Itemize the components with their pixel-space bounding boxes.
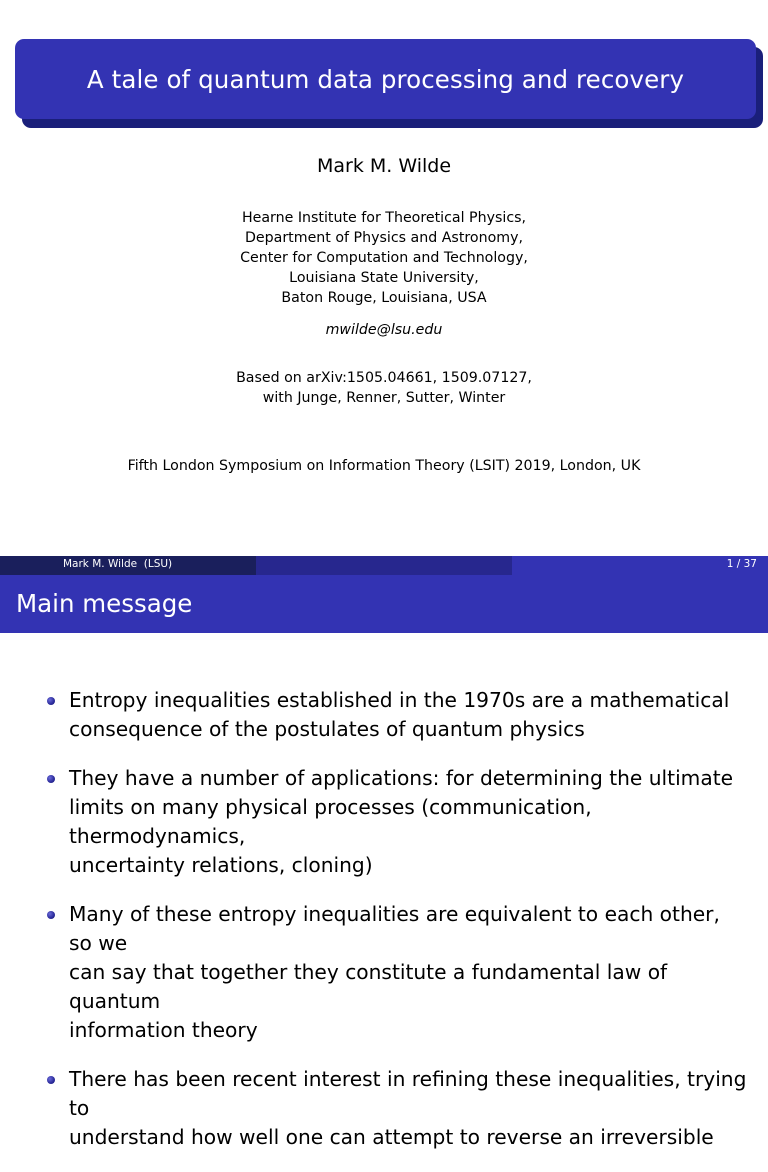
bullet-line: consequence of the postulates of quantum physics	[69, 717, 585, 741]
bullet-line: can say that together they constitute a fundamental law of quantum	[69, 960, 668, 1013]
bullet-dot-icon	[47, 911, 55, 919]
author-name: Mark M. Wilde	[316, 155, 452, 177]
slide-footer	[0, 556, 768, 575]
bullet-line: Many of these entropy inequalities are equivalent to each other, so we	[69, 902, 720, 955]
bullet-line: uncertainty relations, cloning)	[69, 853, 373, 877]
bullet-line: limits on many physical processes (communication, thermodynamics,	[69, 795, 592, 848]
frame-title-bar	[0, 575, 768, 633]
footer-right-panel	[512, 556, 768, 575]
bullet-item	[0, 764, 768, 880]
bullet-dot-icon	[47, 775, 55, 783]
based-on	[0, 368, 768, 408]
bullet-line: There has been recent interest in refining these inequalities, trying to	[69, 1067, 747, 1120]
bullet-line: They have a number of applications: for determining the ultimate	[69, 766, 734, 790]
bullet-dot-icon	[47, 1076, 55, 1084]
footer-left-panel	[0, 556, 256, 575]
bullet-item	[0, 686, 768, 744]
event-name: Fifth London Symposium on Information Theory (LSIT) 2019, London, UK	[127, 458, 641, 474]
affiliation-line: Center for Computation and Technology,	[240, 250, 528, 266]
affiliation	[0, 208, 768, 308]
affiliation-line: Baton Rouge, Louisiana, USA	[281, 290, 487, 306]
bullet-line: understand how well one can attempt to reverse an irreversible	[69, 1125, 714, 1149]
affiliation-line: Department of Physics and Astronomy,	[245, 230, 523, 246]
title-box	[15, 39, 756, 119]
bullet-line: Entropy inequalities established in the 1970s are a mathematical	[69, 688, 730, 712]
author-email: mwilde@lsu.edu	[325, 322, 443, 338]
page-number: 1 / 37	[726, 558, 757, 570]
affiliation-line: Hearne Institute for Theoretical Physics,	[241, 210, 527, 226]
title-slide	[0, 0, 768, 556]
bullet-dot-icon	[47, 697, 55, 705]
footer-author: Mark M. Wilde (LSU)	[63, 558, 173, 570]
presentation-title: A tale of quantum data processing and recovery	[86, 64, 685, 94]
based-on-line: with Junge, Renner, Sutter, Winter	[262, 390, 506, 406]
frame-title: Main message	[16, 589, 193, 618]
bullet-item	[0, 900, 768, 1045]
footer-middle-panel	[256, 556, 512, 575]
bullet-item	[0, 1065, 768, 1152]
affiliation-line: Louisiana State University,	[289, 270, 479, 286]
bullet-line: information theory	[69, 1018, 258, 1042]
bullet-list	[0, 686, 768, 1172]
based-on-line: Based on arXiv:1505.04661, 1509.07127,	[236, 370, 532, 386]
